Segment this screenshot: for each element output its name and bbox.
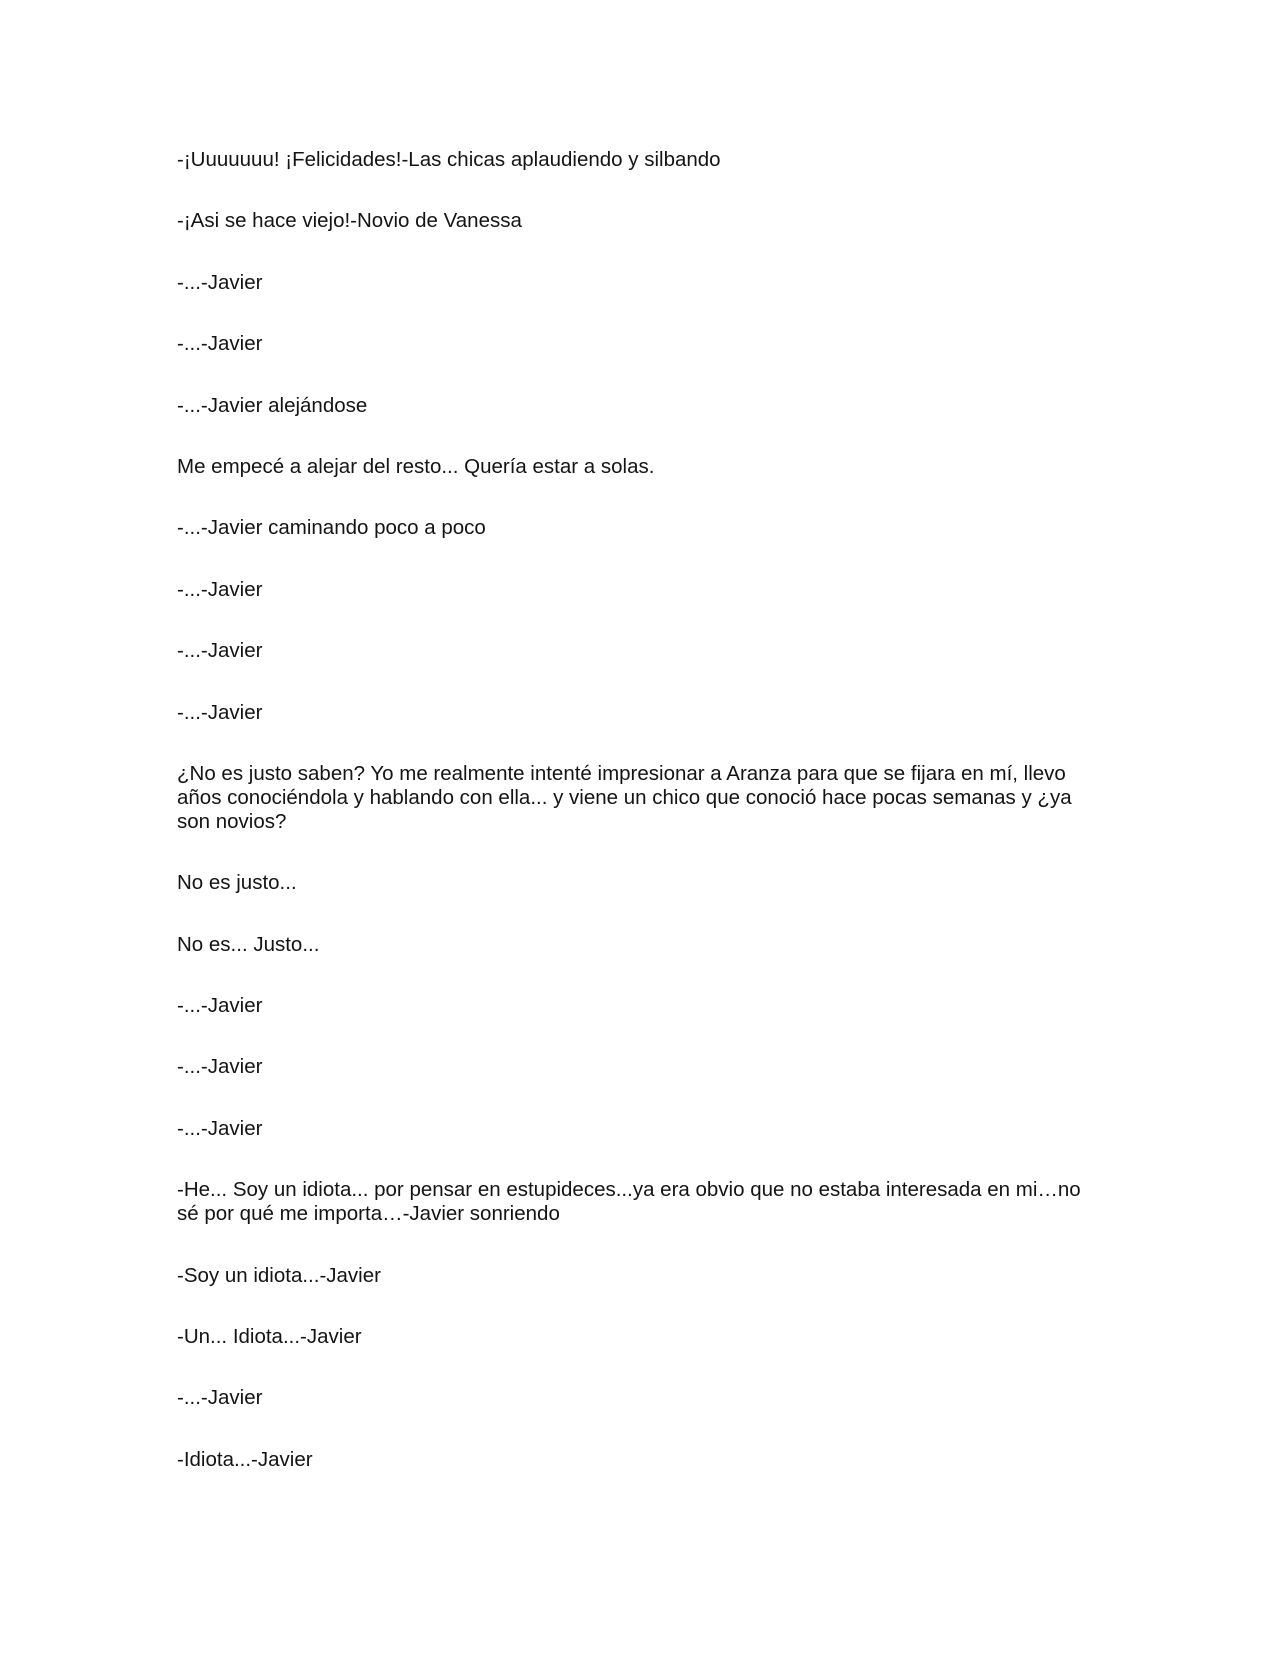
paragraph: -Idiota...-Javier (177, 1447, 313, 1471)
paragraph: -Soy un idiota...-Javier (177, 1263, 381, 1287)
paragraph: -He... Soy un idiota... por pensar en estupideces...ya era obvio que no estaba interesada en mi…no sé por qué me importa…-Javier sonriendo (177, 1178, 1081, 1226)
paragraph: -¡Uuuuuuu! ¡Felicidades!-Las chicas aplaudiendo y silbando (177, 148, 721, 171)
paragraph: -Un... Idiota...-Javier (177, 1325, 362, 1349)
paragraph: -...-Javier caminando poco a poco (177, 516, 486, 540)
paragraph: -...-Javier (177, 1055, 263, 1079)
paragraph: -...-Javier (177, 994, 263, 1018)
paragraph: -...-Javier (177, 700, 263, 724)
paragraph: No es justo... (177, 871, 297, 895)
paragraph: -...-Javier (177, 577, 263, 601)
paragraph: -...-Javier (177, 639, 263, 663)
paragraph: -¡Asi se hace viejo!-Novio de Vanessa (177, 209, 522, 233)
paragraph: -...-Javier (177, 1386, 263, 1410)
paragraph: Me empecé a alejar del resto... Quería estar a solas. (177, 454, 655, 478)
paragraph: No es... Justo... (177, 932, 320, 956)
paragraph: -...-Javier (177, 332, 263, 356)
paragraph: -...-Javier alejándose (177, 393, 368, 417)
document-body (177, 148, 1107, 1509)
paragraph: -...-Javier (177, 1116, 263, 1140)
paragraph: -...-Javier (177, 270, 263, 294)
paragraph: ¿No es justo saben? Yo me realmente intenté impresionar a Aranza para que se fijara en mí, llevo años conociéndola y hablando con ella... y viene un chico que conoció hace pocas semanas y ¿ya son novios? (177, 761, 1072, 833)
